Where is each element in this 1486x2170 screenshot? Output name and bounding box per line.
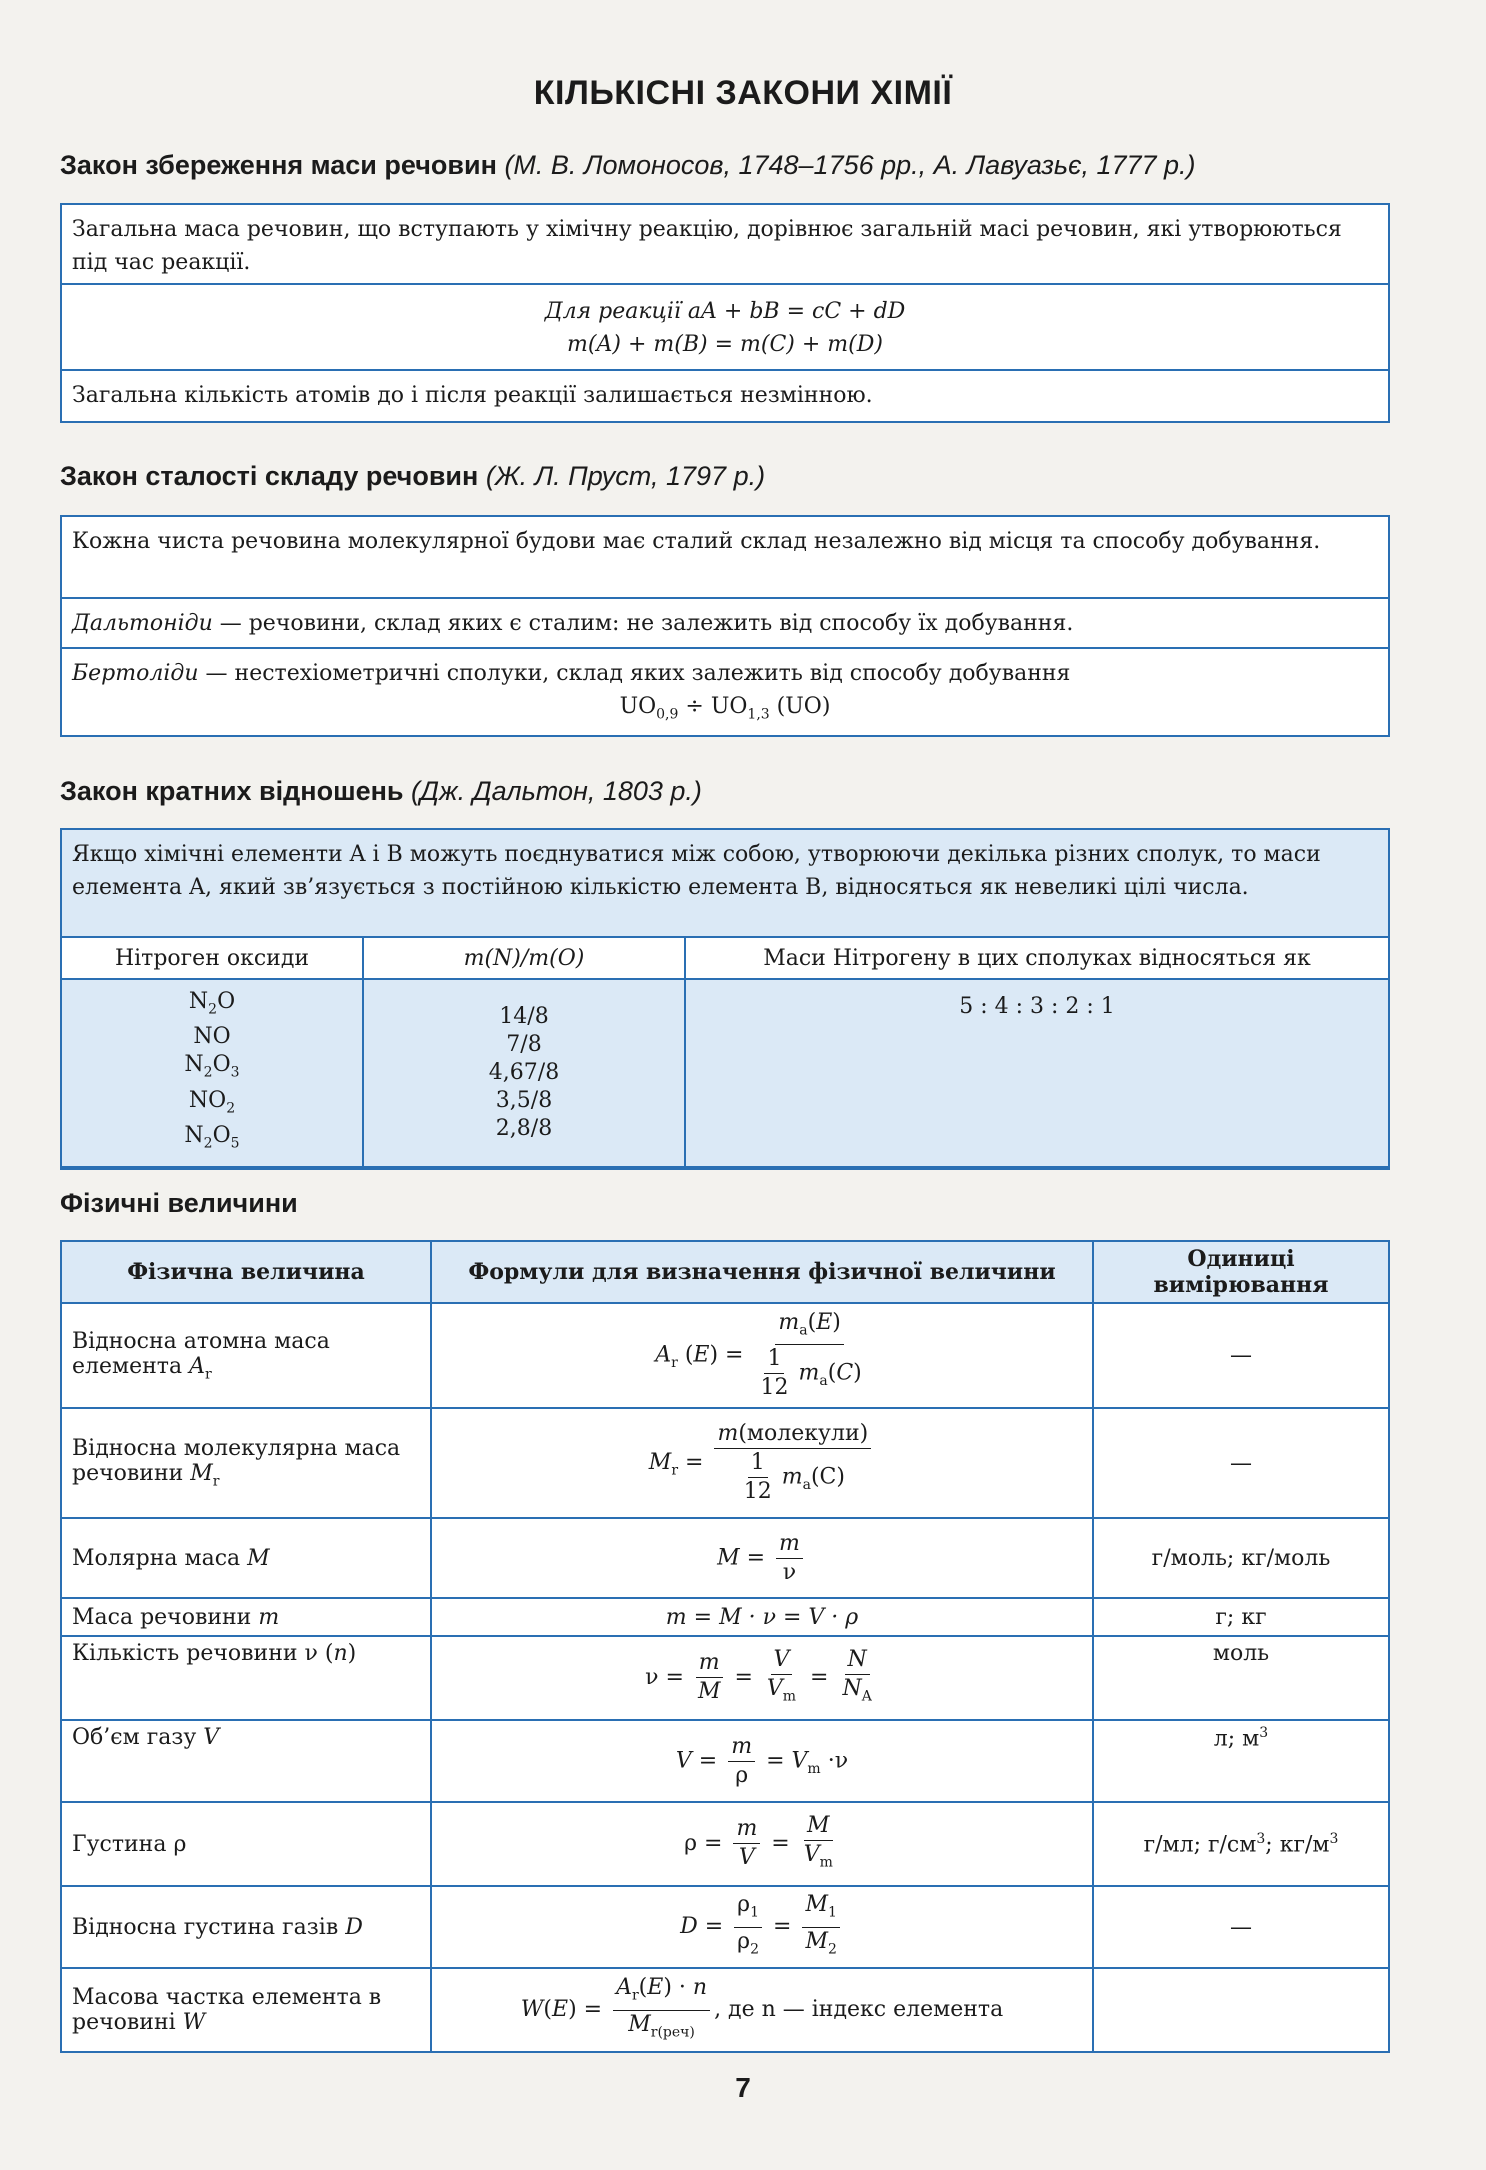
row-rho-unit: г/мл; $г/см^3$; $кг/м^3$ [1093,1802,1389,1886]
ratio-value: 3,5/8 [495,1087,553,1113]
ratio-value: 4,67/8 [488,1059,560,1085]
masses-col-header: Маси Нітрогену в цих сполуках відносяться як [685,937,1389,979]
row-m-unit: г/моль; кг/моль [1093,1518,1389,1598]
row-ar-name: Відносна атомна маса елемента $A_r$ [61,1303,431,1408]
berthollides: Бертоліди — нестехіометричні сполуки, склад яких залежить від способу добування $UO_{0,9} \div UO_{1,3}$ (UO) [62,649,1388,735]
row-rho-name: Густина ρ [61,1802,431,1886]
row-ar-unit: — [1093,1303,1389,1408]
row-v-formula: V = $\frac{m}{\rho}$ = $V_m \cdot\nu$ [431,1720,1093,1802]
phys-table [60,1240,1390,2053]
law1-box [60,203,1390,423]
oxides-table [60,936,1390,1168]
law1-heading: Закон збереження маси речовин (М. В. Ломоносов, 1748–1756 рр., А. Лавуазьє, 1777 р.) [60,150,1196,180]
oxides-list [61,979,363,1167]
oxides-col-header: Нітроген оксиди [61,937,363,979]
ratio-value: 7/8 [506,1031,542,1057]
row-w-formula: W(E) = $\frac{A_r(E) \cdot n}{M_{r(реч)}}$ , де n — індекс елемента [431,1968,1093,2052]
ratio-col-header: m(N)/m(O) [363,937,685,979]
row-mr-name: Відносна молекулярна маса речовини $M_r$ [61,1408,431,1518]
row-d-unit: — [1093,1886,1389,1968]
law3-heading: Закон кратних відношень (Дж. Дальтон, 1803 р.) [60,776,702,806]
row-rho-formula: ρ = $\frac{m}{V}$ = $\frac{M}{V_m}$ [431,1802,1093,1886]
oxide-n2o3: $N_2O_3$ [184,1052,240,1081]
mass-ratio: 5 : 4 : 3 : 2 : 1 [685,979,1389,1167]
uo-example: $UO_{0,9} \div UO_{1,3}$ (UO) [619,694,831,723]
phys-heading: Фізичні величини [60,1188,298,1218]
row-m-formula: M = $\frac{m}{\nu}$ [431,1518,1093,1598]
row-d-name: Відносна густина газів D [61,1886,431,1968]
law1-text: Загальна маса речовин, що вступають у хімічну реакцію, дорівнює загальній масі речовин, які утворюються під час реакції. [62,205,1388,285]
row-mass-unit: г; кг [1093,1598,1389,1636]
row-nu-formula: ν = $\frac{m}{M}$ = $\frac{V}{V_m}$ = $\frac{N}{N_A}$ [431,1636,1093,1720]
row-mass-name: Маса речовини m [61,1598,431,1636]
page-title: КІЛЬКІСНІ ЗАКОНИ ХІМІЇ [533,74,953,112]
ratio-value: 14/8 [499,1003,549,1029]
row-v-name: Об’єм газу V [61,1720,431,1802]
row-nu-unit: моль [1093,1636,1389,1720]
ratio-list [363,979,685,1167]
row-nu-name: Кількість речовини ν (n) [61,1636,431,1720]
row-mr-unit: — [1093,1408,1389,1518]
law3-box [60,828,1390,1170]
row-m-name: Молярна маса M [61,1518,431,1598]
row-w-unit [1093,1968,1389,2052]
page-number: 7 [735,2072,751,2103]
phys-col-units: Одиниці вимірювання [1093,1241,1389,1303]
law3-text: Якщо хімічні елементи A і B можуть поєднуватися між собою, утворюючи декілька різних сполук, то маси елемента A, який зв’язується з постійною кількістю елемента B, відносяться як невеликі цілі числа. [62,830,1388,938]
law1-equations: Для реакції aA + bB = cC + dD m(A) + m(B) = m(C) + m(D) [62,285,1388,371]
row-w-name: Масова частка елемента в речовині W [61,1968,431,2052]
row-mr-formula: $M_r$ = m(молекули) $\frac{1}{12}$ $m_a(C)$ [431,1408,1093,1518]
oxide-n2o5: $N_2O_5$ [184,1123,240,1152]
row-v-unit: л; $м^3$ [1093,1720,1389,1802]
oxide-no: NO [193,1024,231,1050]
ratio-value: 2,8/8 [495,1115,553,1141]
law2-text: Кожна чиста речовина молекулярної будови має сталий склад незалежно від місця та способу добування. [62,517,1388,599]
row-mass-formula: m = M · ν = V · ρ [431,1598,1093,1636]
law2-heading: Закон сталості складу речовин (Ж. Л. Пруст, 1797 р.) [60,461,766,491]
phys-col-quantity: Фізична величина [61,1241,431,1303]
phys-col-formula: Формули для визначення фізичної величини [431,1241,1093,1303]
row-ar-formula: $A_r$ (E) = $m_a(E)$ $\frac{1}{12}$ $m_a(C)$ [431,1303,1093,1408]
daltonides: Дальтоніди — речовини, склад яких є сталим: не залежить від способу їх добування. [62,599,1388,649]
phys-box [60,1240,1390,2053]
law2-box [60,515,1390,737]
oxide-n2o: $N_2O$ [188,989,236,1018]
row-d-formula: D = $\frac{\rho_1}{\rho_2}$ = $\frac{M_1}{M_2}$ [431,1886,1093,1968]
oxide-no2: $NO_2$ [188,1087,236,1117]
law1-atoms: Загальна кількість атомів до і після реакції залишається незмінною. [72,383,873,408]
